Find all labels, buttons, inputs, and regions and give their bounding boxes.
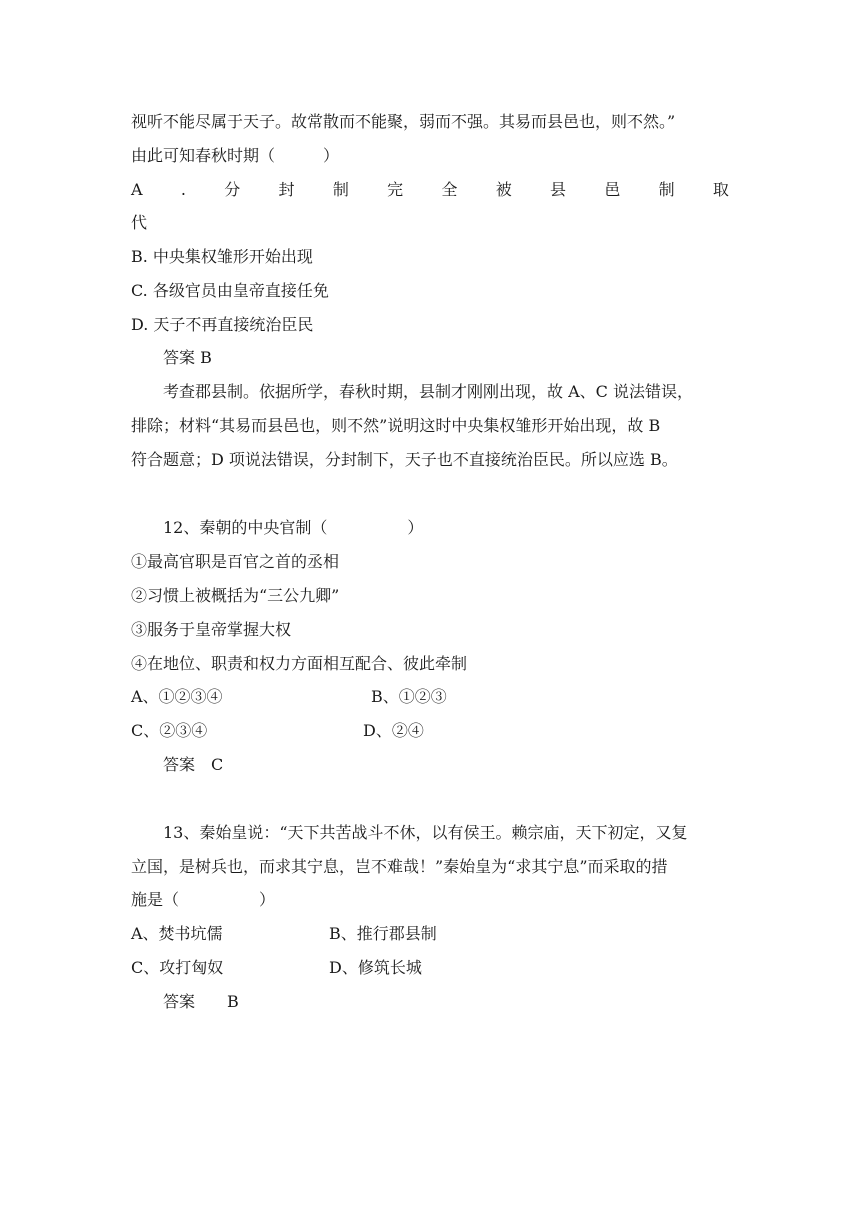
- q11-stem-line-1: 视听不能尽属于天子。故常散而不能聚，弱而不强。其易而县邑也，则不然。”: [131, 112, 676, 131]
- q11-explanation-line-2: 排除；材料“其易而县邑也，则不然”说明这时中央集权雏形开始出现，故 B: [131, 416, 661, 435]
- q11-option-a-char: 分: [224, 180, 241, 199]
- q12-stem: 12、秦朝的中央官制（ ）: [163, 518, 424, 537]
- q11-option-d: D. 天子不再直接统治臣民: [131, 315, 314, 334]
- q11-option-b: B. 中央集权雏形开始出现: [131, 247, 313, 266]
- q11-option-a-wrap: 代: [131, 213, 148, 232]
- q13-answer: 答案 B: [163, 992, 239, 1011]
- q11-option-a-char: 县: [550, 180, 567, 199]
- q13-option-a: A、焚书坑儒: [131, 924, 223, 943]
- q11-explanation-line-3: 符合题意；D 项说法错误，分封制下，天子也不直接统治臣民。所以应选 B。: [131, 450, 678, 469]
- q13-stem-line-2: 立国，是树兵也，而求其宁息，岂不难哉！”秦始皇为“求其宁息”而采取的措: [131, 857, 668, 876]
- q12-option-d: D、②④: [363, 721, 424, 740]
- q13-stem-line-3: 施是（ ）: [131, 890, 276, 909]
- q11-option-a-char: 全: [441, 180, 458, 199]
- q11-option-a-char: 取: [712, 180, 729, 199]
- q11-option-a-char: 制: [658, 180, 675, 199]
- q11-option-a: [131, 180, 729, 200]
- q11-option-a-char: A: [131, 180, 143, 199]
- q13-option-d: D、修筑长城: [329, 958, 422, 977]
- q12-option-c: C、②③④: [131, 721, 208, 740]
- q11-option-c: C. 各级官员由皇帝直接任免: [131, 281, 329, 300]
- q13-option-b: B、推行郡县制: [329, 924, 437, 943]
- q11-answer: 答案 B: [163, 348, 212, 367]
- q12-item-2: ②习惯上被概括为“三公九卿”: [131, 586, 340, 605]
- q11-option-a-char: .: [180, 180, 186, 199]
- q11-option-a-char: 封: [278, 180, 295, 199]
- q13-stem-line-1: 13、秦始皇说：“天下共苦战斗不休，以有侯王。赖宗庙，天下初定，又复: [163, 823, 688, 842]
- q12-option-a: A、①②③④: [131, 687, 223, 706]
- q12-item-4: ④在地位、职责和权力方面相互配合、彼此牵制: [131, 654, 468, 673]
- q12-answer: 答案 C: [163, 755, 224, 774]
- q11-option-a-char: 完: [387, 180, 404, 199]
- q12-option-b: B、①②③: [371, 687, 447, 706]
- q11-explanation-line-1: 考查郡县制。依据所学，春秋时期，县制才刚刚出现，故 A、C 说法错误，: [163, 382, 693, 401]
- q12-item-1: ①最高官职是百官之首的丞相: [131, 552, 340, 571]
- q12-item-3: ③服务于皇帝掌握大权: [131, 620, 292, 639]
- q11-option-a-char: 邑: [604, 180, 621, 199]
- q11-stem-line-2: 由此可知春秋时期（ ）: [131, 146, 340, 165]
- q13-option-c: C、攻打匈奴: [131, 958, 224, 977]
- q11-option-a-char: 制: [332, 180, 349, 199]
- q11-option-a-char: 被: [495, 180, 512, 199]
